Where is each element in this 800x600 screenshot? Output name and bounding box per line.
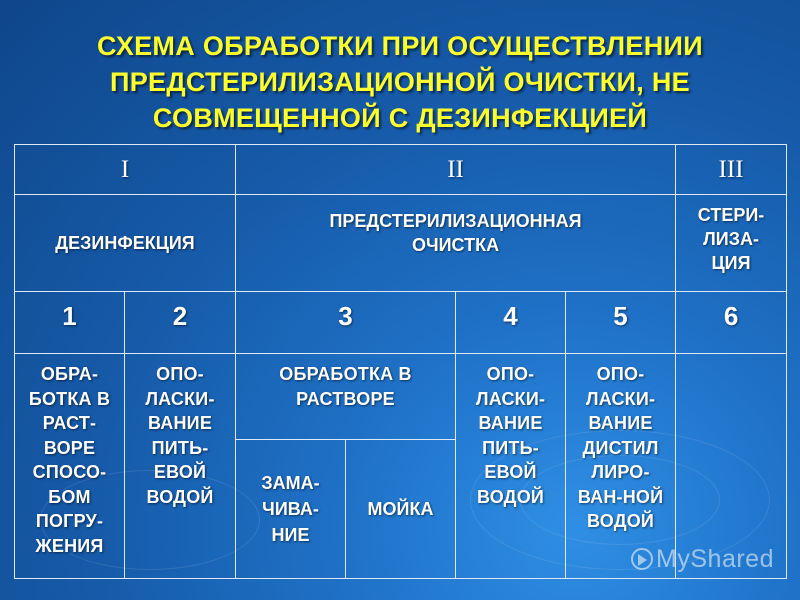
stage-number-row [15,145,787,195]
step-5-rinsing-distilled-water: ОПО-ЛАСКИ-ВАНИЕ ДИСТИЛ ЛИРО-ВАН-НОЙ ВОДОЙ [566,354,676,579]
step-number-row [15,292,787,354]
watermark-text: MyShared [656,545,774,573]
stage-name-disinfection: ДЕЗИНФЕКЦИЯ [15,195,236,292]
step-number-5: 5 [566,292,676,354]
step-2-rinsing-drinking-water: ОПО-ЛАСКИ-ВАНИЕ ПИТЬ-ЕВОЙ ВОДОЙ [125,354,236,579]
title-line-3: СОВМЕЩЕННОЙ С ДЕЗИНФЕКЦИЕЙ [152,103,648,133]
step-number-2: 2 [125,292,236,354]
title-line-2: ПРЕДСТЕРИЛИЗАЦИОННОЙ ОЧИСТКИ, НЕ [110,67,690,97]
step-3-soaking: ЗАМА-ЧИВА-НИЕ [236,440,346,579]
processing-scheme-table [14,144,787,579]
stage-name-presterilization: ПРЕДСТЕРИЛИЗАЦИОННАЯ ОЧИСТКА [236,195,676,292]
step-description-row [15,354,787,440]
step-4-rinsing-drinking-water: ОПО-ЛАСКИ-ВАНИЕ ПИТЬ-ЕВОЙ ВОДОЙ [456,354,566,579]
stage-name-sterilization: СТЕРИ-ЛИЗА-ЦИЯ [676,195,787,292]
step-number-3: 3 [236,292,456,354]
step-3-washing: МОЙКА [346,440,456,579]
step-1-treatment-in-solution: ОБРА-БОТКА В РАСТ-ВОРЕ СПОСО-БОМ ПОГРУ-ЖЕНИЯ [15,354,125,579]
stage-name-row [15,195,787,292]
step-3-treatment-in-solution: ОБРАБОТКА В РАСТВОРЕ [236,354,456,440]
myshared-watermark [631,545,774,574]
step-number-4: 4 [456,292,566,354]
slide-title [0,28,800,136]
stage-iii-cell: III [676,145,787,195]
step-number-6: 6 [676,292,787,354]
step-number-1: 1 [15,292,125,354]
stage-i-cell: I [15,145,236,195]
stage-ii-cell: II [236,145,676,195]
title-line-1: СХЕМА ОБРАБОТКИ ПРИ ОСУЩЕСТВЛЕНИИ [97,31,703,61]
play-logo-icon [631,548,653,570]
